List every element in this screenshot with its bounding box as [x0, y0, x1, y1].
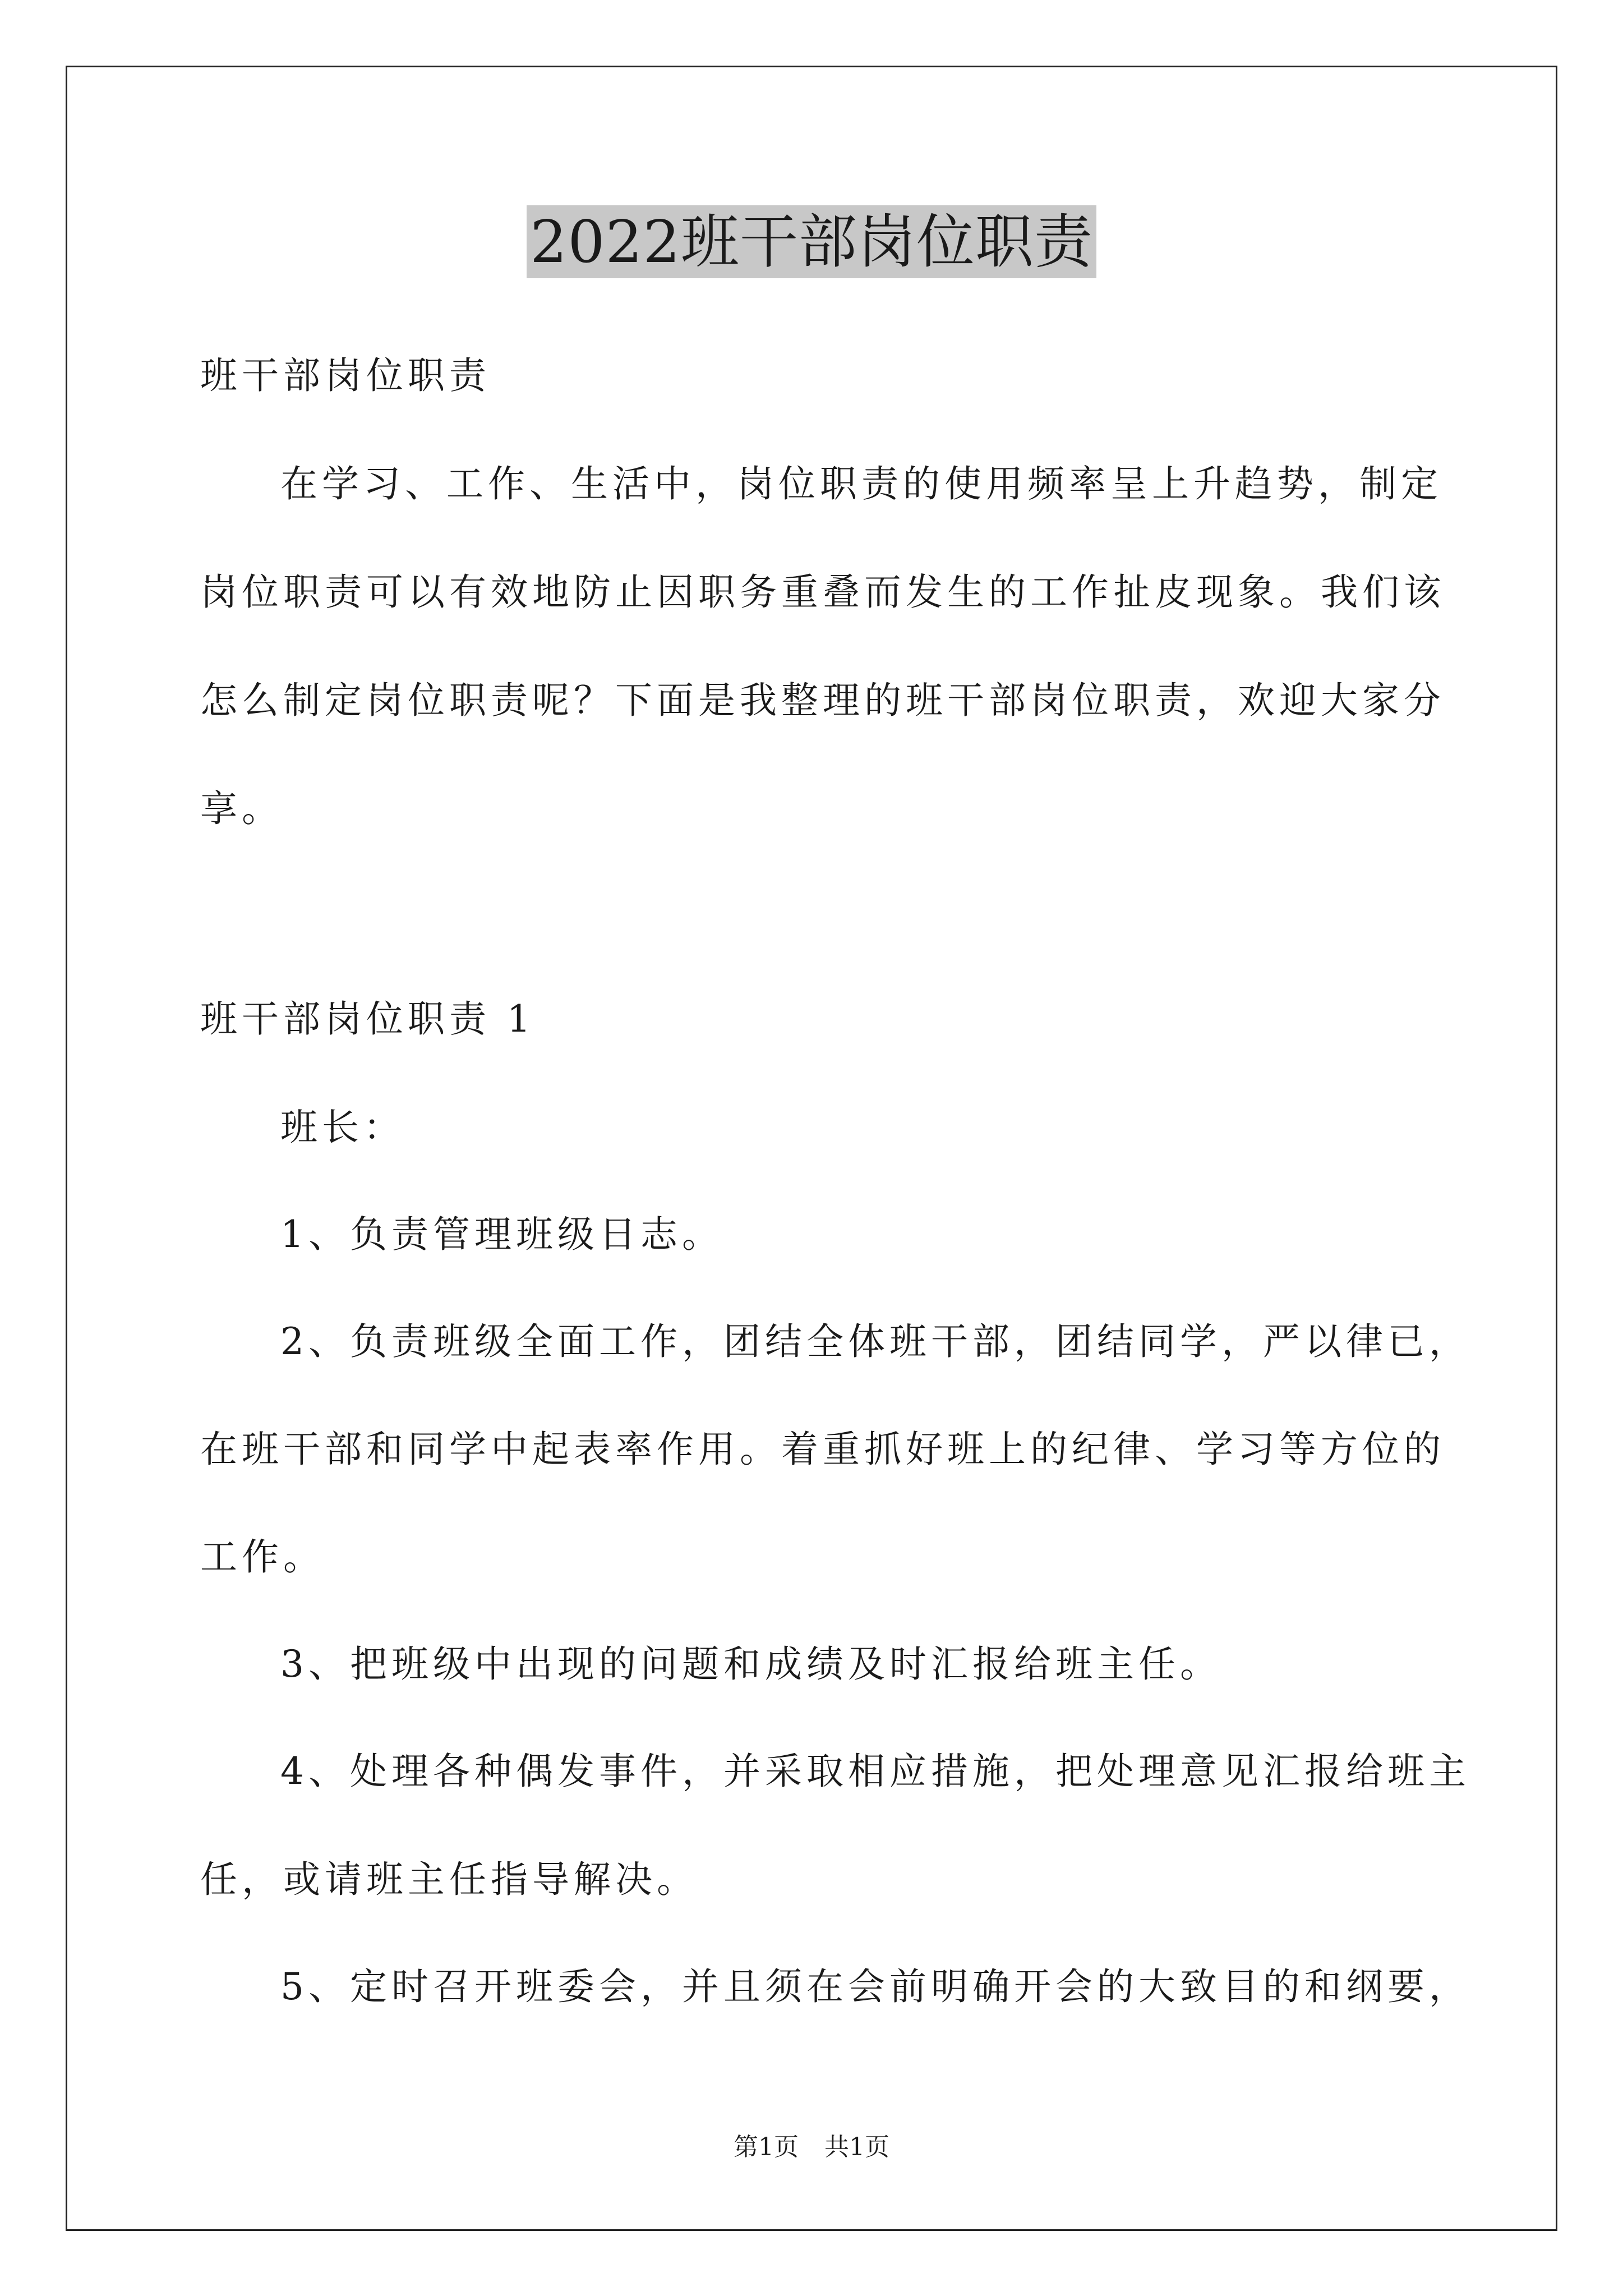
list-item-continuation: 工作。 [200, 1535, 325, 1579]
document-title: 2022班干部岗位职责 [527, 205, 1096, 278]
page-total: 共1页 [824, 2133, 889, 2161]
intro-line: 享。 [200, 787, 283, 830]
list-item: 1、负责管理班级日志。 [280, 1213, 723, 1256]
list-item: 5、定时召开班委会，并且须在会前明确开会的大致目的和纲要， [280, 1965, 1470, 2008]
subtitle: 班干部岗位职责 [200, 354, 491, 397]
section-heading: 班干部岗位职责 1 [200, 997, 535, 1041]
title-container [0, 205, 1623, 278]
list-item-continuation: 任，或请班主任指导解决。 [200, 1858, 698, 1901]
intro-line: 怎么制定岗位职责呢？下面是我整理的班干部岗位职责，欢迎大家分 [200, 679, 1445, 722]
page-number: 第1页 [734, 2133, 799, 2161]
role-label: 班长： [280, 1106, 405, 1149]
list-item: 3、把班级中出现的问题和成绩及时汇报给班主任。 [280, 1642, 1221, 1686]
list-item-continuation: 在班干部和同学中起表率作用。着重抓好班上的纪律、学习等方位的 [200, 1428, 1445, 1471]
intro-line: 在学习、工作、生活中，岗位职责的使用频率呈上升趋势，制定 [280, 462, 1442, 505]
page-footer [0, 2131, 1623, 2164]
list-item: 2、负责班级全面工作，团结全体班干部，团结同学，严以律已， [280, 1320, 1470, 1363]
intro-line: 岗位职责可以有效地防止因职务重叠而发生的工作扯皮现象。我们该 [200, 570, 1445, 614]
list-item: 4、处理各种偶发事件，并采取相应措施，把处理意见汇报给班主 [280, 1750, 1470, 1793]
